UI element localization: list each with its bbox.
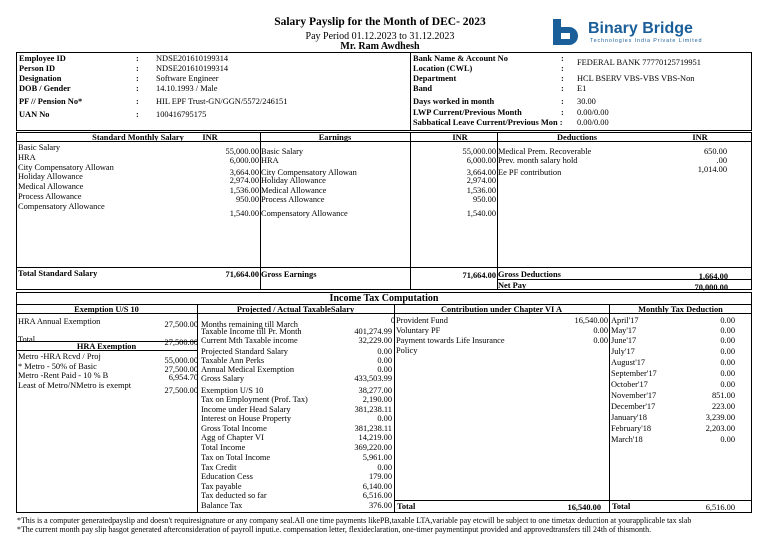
monthly-total-label: Total bbox=[612, 502, 631, 511]
monthly-tax-value: 0.00 bbox=[720, 358, 735, 367]
projected-row-label: Interest on House Property bbox=[201, 414, 292, 423]
hra-exemption-heading: HRA Exemption bbox=[76, 342, 137, 351]
total-standard-label: Total Standard Salary bbox=[18, 269, 98, 278]
header-inr-deductions: INR bbox=[692, 133, 708, 142]
employee-field-colon: : bbox=[561, 74, 564, 83]
hra-row-label: Metro -Rent Paid - 10 % B bbox=[18, 371, 109, 380]
contribution-label: Policy bbox=[396, 346, 418, 355]
employee-field-colon: : bbox=[561, 64, 564, 73]
pay-period: Pay Period 01.12.2023 to 31.12.2023 bbox=[305, 31, 455, 42]
employee-field-colon: : bbox=[136, 64, 139, 73]
earning-item: Medical Allowance bbox=[261, 186, 327, 195]
contribution-total-value: 16,540.00 bbox=[567, 503, 601, 512]
employee-field-value: FEDERAL BANK 77770125719951 bbox=[577, 58, 701, 67]
projected-row-value: 381,238.11 bbox=[354, 405, 392, 414]
earning-item: HRA bbox=[261, 156, 279, 165]
projected-row-value: 0.00 bbox=[377, 414, 392, 423]
employee-field-value: 100416795175 bbox=[156, 110, 207, 119]
projected-row-value: 5,961.00 bbox=[362, 453, 392, 462]
projected-row-value: 6,140.00 bbox=[362, 482, 392, 491]
deduction-value: .00 bbox=[716, 156, 727, 165]
contribution-value: 0.00 bbox=[593, 326, 608, 335]
standard-salary-value: 55,000.00 bbox=[225, 147, 259, 156]
monthly-tax-value: 0.00 bbox=[720, 336, 735, 345]
employee-field-colon: : bbox=[136, 84, 139, 93]
employee-field-label: Band bbox=[413, 84, 433, 93]
logo-text: Binary Bridge bbox=[588, 20, 693, 37]
header-earnings: Earnings bbox=[318, 133, 352, 142]
projected-row-label: Tax on Total Income bbox=[201, 453, 271, 462]
header-contribution: Contribution under Chapter VI A bbox=[441, 305, 562, 314]
monthly-tax-month: November'17 bbox=[611, 391, 657, 400]
contribution-value: 0.00 bbox=[593, 336, 608, 345]
gross-deductions-label: Gross Deductions bbox=[498, 270, 561, 279]
projected-row-label: Taxable Income till Pr. Month bbox=[201, 327, 302, 336]
projected-row-label: Annual Medical Exemption bbox=[201, 365, 295, 374]
monthly-tax-value: 0.00 bbox=[720, 316, 735, 325]
standard-salary-item: HRA bbox=[18, 153, 36, 162]
employee-field-value: Software Engineer bbox=[156, 74, 219, 83]
projected-row-label: Education Cess bbox=[201, 472, 253, 481]
employee-field-value: 30.00 bbox=[577, 97, 596, 106]
monthly-tax-value: 223.00 bbox=[711, 402, 735, 411]
hra-row-value: 55,000.00 bbox=[164, 356, 198, 365]
projected-row-label: Tax Credit bbox=[201, 463, 237, 472]
projected-row-label: Tax deducted so far bbox=[201, 491, 267, 500]
employee-field-value: NDSE201610199314 bbox=[156, 64, 229, 73]
employee-field-label: Employee ID bbox=[19, 54, 66, 63]
employee-name: Mr. Ram Awdhesh bbox=[340, 41, 420, 52]
deduction-item: Ee PF contribution bbox=[498, 168, 562, 177]
contribution-label: Payment towards Life Insurance bbox=[396, 336, 505, 345]
employee-field-label: LWP Current/Previous Month bbox=[413, 108, 522, 117]
monthly-tax-month: May'17 bbox=[611, 326, 637, 335]
earning-value: 1,540.00 bbox=[466, 209, 496, 218]
projected-row-value: 376.00 bbox=[368, 501, 392, 510]
earning-value: 55,000.00 bbox=[462, 147, 496, 156]
standard-salary-item: City Compensatory Allowan bbox=[18, 163, 114, 172]
deduction-value: 1,014.00 bbox=[697, 165, 727, 174]
projected-row-label: Agg of Chapter VI bbox=[201, 433, 264, 442]
earning-item: Compensatory Allowance bbox=[261, 209, 348, 218]
contribution-value: 16,540.00 bbox=[574, 316, 608, 325]
employee-field-value: HIL EPF Trust-GN/GGN/5572/246151 bbox=[156, 97, 288, 106]
monthly-tax-month: July'17 bbox=[611, 347, 635, 356]
projected-row-value: 0.00 bbox=[377, 463, 392, 472]
hra-row-value: 27,500.00 bbox=[164, 365, 198, 374]
contribution-label: Voluntary PF bbox=[396, 326, 441, 335]
employee-field-label: PF // Pension No* bbox=[19, 97, 83, 106]
employee-field-label: Sabbatical Leave Current/Previous Mon : bbox=[413, 118, 563, 127]
deduction-value: 650.00 bbox=[703, 147, 727, 156]
projected-row-value: 0.00 bbox=[377, 356, 392, 365]
total-standard-value: 71,664.00 bbox=[225, 270, 259, 279]
projected-row-label: Months remaining till March bbox=[201, 320, 298, 329]
employee-field-colon: : bbox=[561, 84, 564, 93]
earning-value: 950.00 bbox=[472, 195, 496, 204]
earning-item: Holiday Allowance bbox=[261, 176, 326, 185]
employee-field-label: Designation bbox=[19, 74, 62, 83]
monthly-tax-value: 3,239.00 bbox=[705, 413, 735, 422]
monthly-tax-month: June'17 bbox=[611, 336, 637, 345]
monthly-tax-value: 0.00 bbox=[720, 380, 735, 389]
standard-salary-value: 1,536.00 bbox=[229, 186, 259, 195]
net-pay-label: Net Pay bbox=[498, 281, 527, 290]
header-inr-earnings: INR bbox=[452, 133, 468, 142]
employee-field-colon: : bbox=[136, 54, 139, 63]
earning-value: 1,536.00 bbox=[466, 186, 496, 195]
hra-row-value: 27,500.00 bbox=[164, 386, 198, 395]
exemption-label: Total bbox=[18, 335, 36, 344]
monthly-tax-month: April'17 bbox=[611, 316, 639, 325]
company-logo bbox=[550, 16, 730, 50]
hra-row-label: Metro -HRA Rcvd / Proj bbox=[18, 352, 101, 361]
projected-row-value: 32,229.00 bbox=[358, 336, 392, 345]
standard-salary-item: Medical Allowance bbox=[18, 182, 84, 191]
logo-mark-icon bbox=[550, 16, 584, 48]
gross-earnings-value: 71,664.00 bbox=[462, 271, 496, 280]
monthly-tax-value: 0.00 bbox=[720, 435, 735, 444]
header-projected: Projected / Actual TaxableSalary bbox=[236, 305, 355, 314]
projected-row-label: Income under Head Salary bbox=[201, 405, 291, 414]
projected-row-value: 0.00 bbox=[377, 347, 392, 356]
earning-value: 2,974.00 bbox=[466, 176, 496, 185]
standard-salary-item: Compensatory Allowance bbox=[18, 202, 105, 211]
monthly-tax-month: September'17 bbox=[611, 369, 657, 378]
projected-row-label: Tax on Employment (Prof. Tax) bbox=[201, 395, 308, 404]
projected-row-label: Gross Total Income bbox=[201, 424, 267, 433]
monthly-tax-month: August'17 bbox=[611, 358, 646, 367]
earning-item: City Compensatory Allowan bbox=[261, 168, 357, 177]
projected-row-value: 6,516.00 bbox=[362, 491, 392, 500]
exemption-value: 27,500.00 bbox=[164, 320, 198, 329]
employee-field-label: Days worked in month bbox=[413, 97, 495, 106]
employee-field-value: 14.10.1993 / Male bbox=[156, 84, 218, 93]
employee-field-label: Bank Name & Account No bbox=[413, 54, 508, 63]
gross-earnings-label: Gross Earnings bbox=[261, 270, 317, 279]
footer-note-2: *The current month pay slip hasgot generated afterconsideration of payroll inputi.e. compensation letter, flexideclaration, one-timer paymentinput provided and approvedtransfers till 24th of thismonth. bbox=[17, 525, 652, 534]
logo-subtext: Technologies India Private Limited bbox=[590, 38, 703, 44]
contribution-label: Provident Fund bbox=[396, 316, 448, 325]
monthly-tax-value: 2,203.00 bbox=[705, 424, 735, 433]
standard-salary-value: 2,974.00 bbox=[229, 176, 259, 185]
employee-field-value: 0.00/0.00 bbox=[577, 118, 609, 127]
standard-salary-item: Process Allowance bbox=[18, 192, 82, 201]
hra-row-value: 6,954.70 bbox=[168, 373, 198, 382]
deduction-item: Medical Prem. Recoverable bbox=[498, 147, 592, 156]
monthly-total-value: 6,516.00 bbox=[705, 503, 735, 512]
page-title: Salary Payslip for the Month of DEC- 2023 bbox=[274, 16, 486, 28]
contribution-lead: 0 bbox=[390, 316, 395, 325]
projected-row-value: 381,238.11 bbox=[354, 424, 392, 433]
employee-field-colon: : bbox=[136, 74, 139, 83]
standard-salary-item: Basic Salary bbox=[18, 143, 61, 152]
projected-row-label: Projected Standard Salary bbox=[201, 347, 288, 356]
exemption-label: HRA Annual Exemption bbox=[18, 317, 101, 326]
monthly-tax-month: December'17 bbox=[611, 402, 656, 411]
earning-item: Basic Salary bbox=[261, 147, 304, 156]
monthly-tax-month: February'18 bbox=[611, 424, 652, 433]
standard-salary-value: 1,540.00 bbox=[229, 209, 259, 218]
projected-row-value: 401,274.99 bbox=[354, 327, 392, 336]
earning-value: 6,000.00 bbox=[466, 156, 496, 165]
monthly-tax-value: 0.00 bbox=[720, 326, 735, 335]
employee-field-label: Location (CWL) bbox=[413, 64, 473, 73]
employee-field-colon: : bbox=[561, 97, 564, 106]
projected-row-value: 38,277.00 bbox=[358, 386, 392, 395]
deduction-item: Prev. month salary hold bbox=[498, 156, 578, 165]
employee-field-colon: : bbox=[136, 97, 139, 106]
employee-field-colon: : bbox=[561, 54, 564, 63]
projected-row-label: Total Income bbox=[201, 443, 246, 452]
employee-field-value: E1 bbox=[577, 84, 587, 93]
employee-field-value: 0.00/0.00 bbox=[577, 108, 609, 117]
employee-field-value: NDSE201610199314 bbox=[156, 54, 229, 63]
monthly-tax-month: January'18 bbox=[611, 413, 647, 422]
employee-field-colon: : bbox=[136, 110, 139, 119]
employee-field-value: HCL BSERV VBS-VBS VBS-Non bbox=[577, 74, 695, 83]
projected-row-value: 369,220.00 bbox=[354, 443, 392, 452]
employee-field-label: UAN No bbox=[19, 110, 50, 119]
projected-row-label: Gross Salary bbox=[201, 374, 245, 383]
projected-row-value: 14,219.00 bbox=[358, 433, 392, 442]
net-pay-value: 70,000.00 bbox=[694, 283, 728, 292]
monthly-tax-value: 0.00 bbox=[720, 347, 735, 356]
projected-row-label: Current Mth Taxable income bbox=[201, 336, 298, 345]
hra-row-label: Least of Metro/NMetro is exempt bbox=[18, 381, 132, 390]
standard-salary-value: 6,000.00 bbox=[229, 156, 259, 165]
projected-row-value: 179.00 bbox=[368, 472, 392, 481]
contribution-total-label: Total bbox=[397, 502, 416, 511]
gross-deductions-value: 1,664.00 bbox=[698, 272, 728, 281]
exemption-value: 27,500.00 bbox=[164, 338, 198, 347]
projected-row-value: 433,503.99 bbox=[354, 374, 392, 383]
employee-field-label: Department bbox=[413, 74, 457, 83]
monthly-tax-month: October'17 bbox=[611, 380, 648, 389]
header-standard-salary: Standard Monthly Salary bbox=[92, 133, 184, 142]
monthly-tax-value: 851.00 bbox=[711, 391, 735, 400]
earning-item: Process Allowance bbox=[261, 195, 325, 204]
header-exemption: Exemption U/S 10 bbox=[74, 305, 139, 314]
projected-row-value: 0.00 bbox=[377, 365, 392, 374]
standard-salary-item: Holiday Allowance bbox=[18, 172, 83, 181]
income-tax-title: Income Tax Computation bbox=[329, 293, 439, 304]
hra-row-label: * Metro - 50% of Basic bbox=[18, 362, 97, 371]
projected-row-value: 2,190.00 bbox=[362, 395, 392, 404]
header-deductions: Deductions bbox=[556, 133, 598, 142]
projected-row-label: Tax payable bbox=[201, 482, 242, 491]
header-monthly-tax: Monthly Tax Deduction bbox=[638, 305, 723, 314]
projected-row-label: Taxable Ann Perks bbox=[201, 356, 265, 365]
footer-note-1: *This is a computer generatedpayslip and doesn't requiresignature or any company seal.All one time payments likePB,taxable LTA,variable pay etcwill be subject to one timetax deduction at yourapplicable tax slab bbox=[17, 516, 692, 525]
employee-field-label: Person ID bbox=[19, 64, 56, 73]
projected-row-label: Exemption U/S 10 bbox=[201, 386, 264, 395]
header-inr-standard: INR bbox=[202, 133, 218, 142]
employee-field-label: DOB / Gender bbox=[19, 84, 71, 93]
monthly-tax-value: 0.00 bbox=[720, 369, 735, 378]
projected-row-label: Balance Tax bbox=[201, 501, 243, 510]
employee-field-colon: : bbox=[561, 108, 564, 117]
earning-value: 3,664.00 bbox=[466, 168, 496, 177]
standard-salary-value: 950.00 bbox=[235, 195, 259, 204]
monthly-tax-month: March'18 bbox=[611, 435, 643, 444]
standard-salary-value: 3,664.00 bbox=[229, 168, 259, 177]
